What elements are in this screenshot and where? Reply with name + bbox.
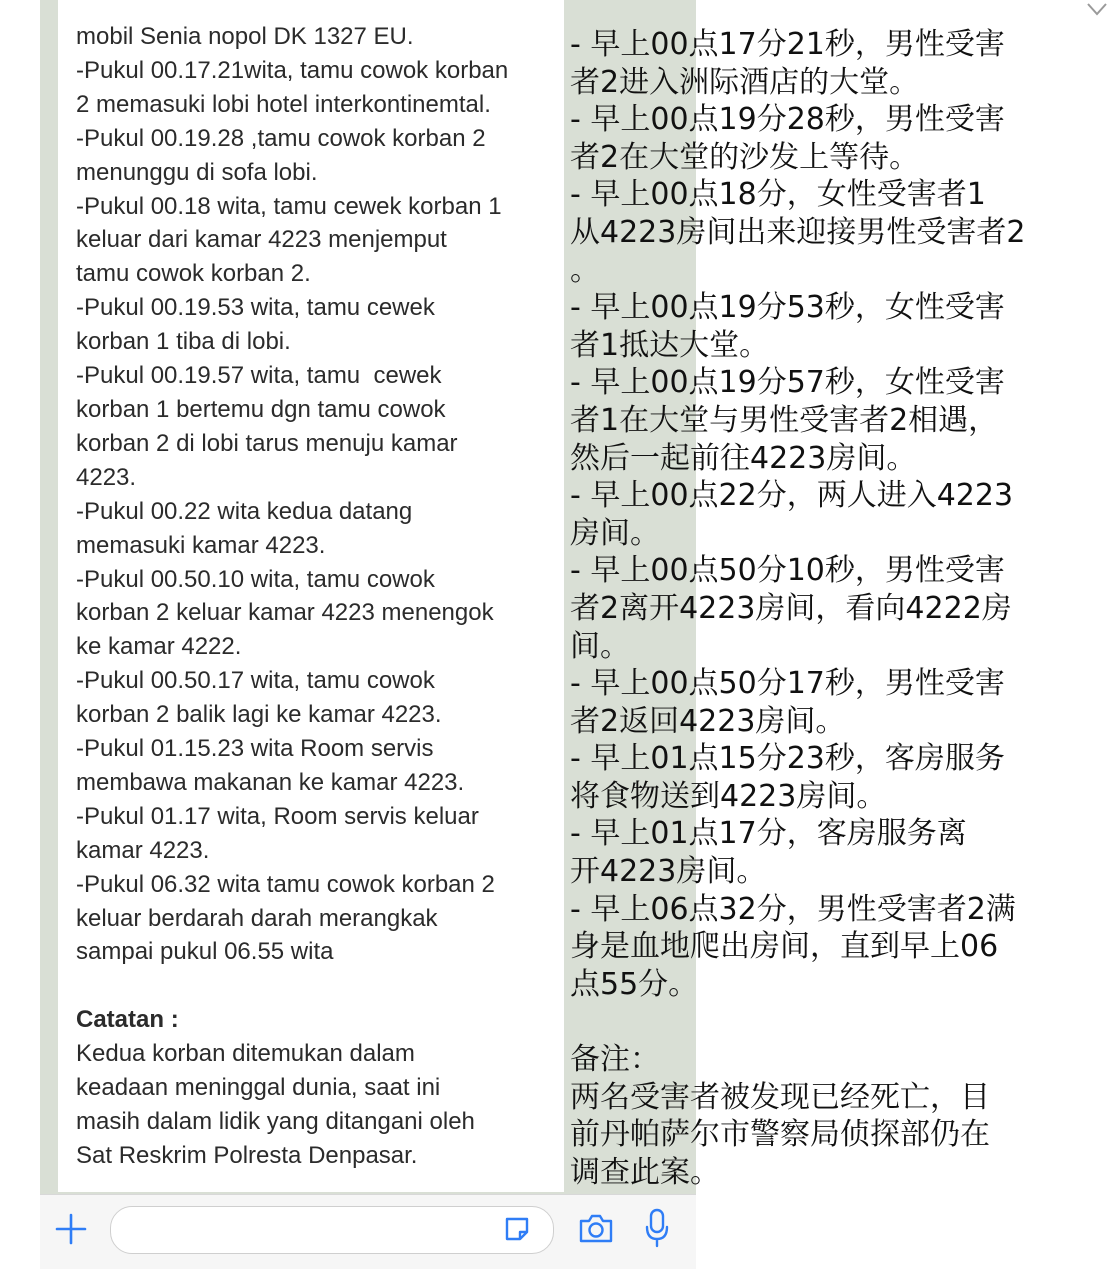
message-line: -Pukul 00.19.53 wita, tamu cewek [76, 294, 435, 322]
dropdown-indicator-icon [1084, 0, 1110, 20]
note-line: keadaan meninggal dunia, saat ini [76, 1074, 441, 1102]
translation-note-line: 前丹帕萨尔市警察局侦探部仍在 [570, 1117, 990, 1153]
plus-icon[interactable] [54, 1212, 88, 1246]
message-line: -Pukul 06.32 wita tamu cowok korban 2 [76, 870, 495, 898]
translation-line: - 早上00点19分57秒，女性受害 [570, 365, 1005, 401]
message-line: korban 2 balik lagi ke kamar 4223. [76, 701, 442, 729]
translation-line: 者1在大堂与男性受害者2相遇， [570, 402, 999, 438]
message-line: -Pukul 00.22 wita kedua datang [76, 497, 413, 525]
message-line: keluar dari kamar 4223 menjemput [76, 226, 447, 254]
message-line: keluar berdarah darah merangkak [76, 904, 438, 932]
translation-note-title: 备注： [570, 1042, 660, 1078]
note-title: Catatan : [76, 1006, 179, 1034]
message-text [76, 20, 556, 1173]
translation-line: - 早上01点17分，客房服务离 [570, 816, 967, 852]
translation-line: - 早上00点19分28秒，男性受害 [570, 102, 1005, 138]
message-line: memasuki kamar 4223. [76, 531, 326, 559]
message-line: tamu cowok korban 2. [76, 260, 311, 288]
chinese-translation-text [570, 26, 1110, 1191]
message-line: -Pukul 00.50.10 wita, tamu cowok [76, 565, 435, 593]
translation-line: - 早上00点17分21秒，男性受害 [570, 27, 1005, 62]
translation-line: 者2进入洲际酒店的大堂。 [570, 64, 920, 100]
translation-line: 从4223房间出来迎接男性受害者2 [570, 214, 1026, 250]
translation-line: - 早上00点19分53秒，女性受害 [570, 290, 1005, 326]
message-line: korban 2 di lobi tarus menuju kamar [76, 429, 458, 457]
translation-line: 。 [570, 252, 600, 288]
message-line: -Pukul 01.17 wita, Room servis keluar [76, 802, 479, 830]
translation-line: - 早上06点32分，男性受害者2满 [570, 891, 1016, 927]
translation-line: 房间。 [570, 515, 660, 551]
message-line: 4223. [76, 463, 137, 491]
message-line: korban 1 bertemu dgn tamu cowok [76, 395, 446, 423]
translation-line: 者2在大堂的沙发上等待。 [570, 139, 920, 175]
message-line: korban 2 keluar kamar 4223 menengok [76, 599, 494, 627]
message-line: -Pukul 01.15.23 wita Room servis [76, 735, 434, 763]
camera-icon[interactable] [578, 1212, 614, 1244]
translation-line: 者2离开4223房间，看向4222房 [570, 590, 1012, 626]
message-line: -Pukul 00.19.57 wita, tamu cewek [76, 362, 442, 390]
message-line: korban 1 tiba di lobi. [76, 328, 291, 356]
translation-line: 点55分。 [570, 966, 699, 1002]
translation-line: 将食物送到4223房间。 [570, 778, 887, 814]
message-line: membawa makanan ke kamar 4223. [76, 768, 465, 796]
note-line: Kedua korban ditemukan dalam [76, 1040, 415, 1068]
note-line: masih dalam lidik yang ditangani oleh [76, 1108, 475, 1136]
translation-line: - 早上01点15分23秒，客房服务 [570, 741, 1005, 777]
translation-line: 然后一起前往4223房间。 [570, 440, 917, 476]
translation-line: 身是血地爬出房间，直到早上06 [570, 929, 999, 965]
message-line: sampai pukul 06.55 wita [76, 938, 334, 966]
translation-line: - 早上00点22分，两人进入4223 [570, 478, 1014, 514]
translation-line: 者2返回4223房间。 [570, 703, 846, 739]
sticker-icon[interactable] [502, 1214, 532, 1244]
translation-note-line: 两名受害者被发现已经死亡，目 [570, 1079, 990, 1115]
message-line: kamar 4223. [76, 836, 210, 864]
message-line: 2 memasuki lobi hotel interkontinemtal. [76, 90, 491, 118]
microphone-icon[interactable] [644, 1208, 670, 1248]
translation-line: 开4223房间。 [570, 854, 767, 890]
message-line: -Pukul 00.19.28 ,tamu cowok korban 2 [76, 124, 486, 152]
message-line: mobil Senia nopol DK 1327 EU. [76, 23, 414, 50]
translation-line: 间。 [570, 628, 630, 664]
message-line: -Pukul 00.17.21wita, tamu cowok korban [76, 56, 509, 84]
translation-line: 者1抵达大堂。 [570, 327, 770, 363]
note-line: Sat Reskrim Polresta Denpasar. [76, 1142, 418, 1169]
translation-line: - 早上00点50分17秒，男性受害 [570, 666, 1005, 702]
message-line: menunggu di sofa lobi. [76, 158, 318, 186]
message-line: -Pukul 00.50.17 wita, tamu cowok [76, 667, 435, 695]
translation-note-line: 调查此案。 [570, 1154, 720, 1190]
translation-line: - 早上00点50分10秒，男性受害 [570, 553, 1005, 589]
message-input[interactable] [110, 1206, 554, 1254]
message-line: -Pukul 00.18 wita, tamu cewek korban 1 [76, 192, 502, 220]
message-line: ke kamar 4222. [76, 633, 242, 661]
translation-line: - 早上00点18分，女性受害者1 [570, 177, 986, 213]
